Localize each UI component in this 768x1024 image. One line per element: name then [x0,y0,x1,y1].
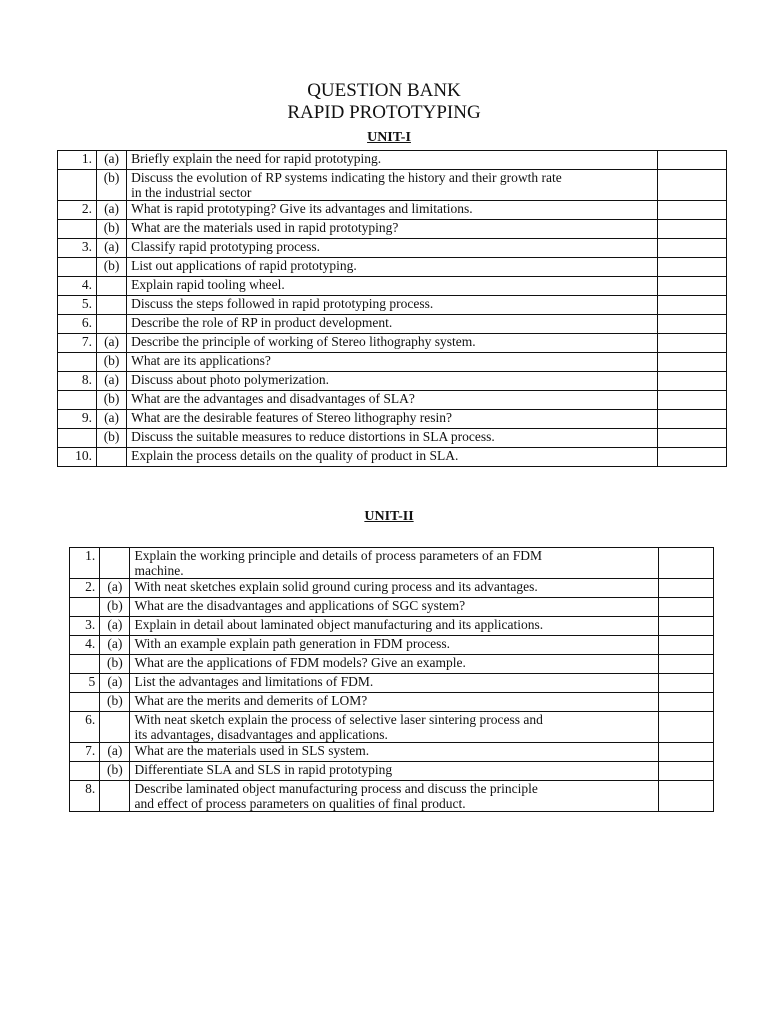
doc-title: QUESTION BANK [307,80,461,101]
question-number [58,429,97,448]
question-line: Explain rapid tooling wheel. [131,277,285,292]
question-number [58,391,97,410]
question-part: (a) [97,239,127,258]
question-text [127,201,658,220]
question-line: List the advantages and limitations of FDM. [134,674,374,689]
question-text [127,391,658,410]
question-number: 6. [58,315,97,334]
question-number: 5 [70,674,100,693]
question-line: Classify rapid prototyping process. [131,239,321,254]
question-row [58,151,727,170]
question-line: What are the merits and demerits of LOM? [134,693,368,708]
question-line: What are the applications of FDM models? Give an example. [134,655,466,670]
question-line: in the industrial sector [131,185,252,200]
question-number: 8. [58,372,97,391]
question-row [58,448,727,467]
question-line: With neat sketches explain solid ground curing process and its advantages. [134,579,538,594]
question-text [127,353,658,372]
question-row [70,674,714,693]
marks-cell [657,372,726,391]
question-line: Discuss the steps followed in rapid prototyping process. [131,296,434,311]
marks-cell [657,277,726,296]
question-part: (a) [100,579,130,598]
question-text [130,743,658,762]
question-number: 9. [58,410,97,429]
question-text [127,296,658,315]
doc-subtitle: RAPID PROTOTYPING [287,102,481,123]
question-text [127,170,658,201]
question-line: List out applications of rapid prototyping. [131,258,357,273]
question-part [97,315,127,334]
question-row [70,598,714,617]
question-line: What is rapid prototyping? Give its advantages and limitations. [131,201,473,216]
marks-cell [657,353,726,372]
marks-cell [657,429,726,448]
question-number: 4. [70,636,100,655]
question-row [70,762,714,781]
question-number [70,762,100,781]
question-row [58,277,727,296]
question-line: What are the materials used in rapid prototyping? [131,220,399,235]
question-text [130,712,658,743]
question-text [130,579,658,598]
marks-cell [658,617,713,636]
question-number: 2. [58,201,97,220]
question-row [70,781,714,812]
question-part [97,296,127,315]
marks-cell [657,315,726,334]
question-part: (b) [97,258,127,277]
question-part: (b) [100,655,130,674]
question-number: 3. [70,617,100,636]
question-row [58,296,727,315]
question-number: 8. [70,781,100,812]
marks-cell [658,579,713,598]
question-part: (a) [100,636,130,655]
question-line: machine. [134,563,184,578]
marks-cell [658,762,713,781]
question-text [127,258,658,277]
question-text [127,372,658,391]
question-number: 1. [70,548,100,579]
marks-cell [657,201,726,220]
marks-cell [657,296,726,315]
question-line: What are the disadvantages and applications of SGC system? [134,598,466,613]
question-line: What are its applications? [131,353,271,368]
question-text [127,315,658,334]
question-row [58,258,727,277]
question-number [70,693,100,712]
question-number: 1. [58,151,97,170]
marks-cell [657,220,726,239]
question-text [130,655,658,674]
question-part [100,548,130,579]
question-row [70,548,714,579]
question-line: its advantages, disadvantages and applications. [134,727,388,742]
question-text [127,277,658,296]
question-part: (b) [100,762,130,781]
question-row [70,579,714,598]
question-line: What are the materials used in SLS system. [134,743,370,758]
question-number: 4. [58,277,97,296]
question-row [70,617,714,636]
unit-2-question-table [69,547,714,812]
marks-cell [658,598,713,617]
question-number: 3. [58,239,97,258]
question-number [70,655,100,674]
marks-cell [658,693,713,712]
question-text [127,410,658,429]
question-line: With neat sketch explain the process of selective laser sintering process and [134,712,543,727]
question-part [97,277,127,296]
question-line: Describe the principle of working of Stereo lithography system. [131,334,476,349]
question-row [58,410,727,429]
question-part: (b) [97,170,127,201]
question-text [130,762,658,781]
question-line: Describe laminated object manufacturing process and discuss the principle [134,781,538,796]
question-part: (a) [97,372,127,391]
marks-cell [658,548,713,579]
question-row [58,353,727,372]
question-number [70,598,100,617]
question-part: (b) [97,429,127,448]
unit-heading: UNIT-II [364,509,414,524]
question-part: (b) [97,353,127,372]
question-number: 2. [70,579,100,598]
question-part: (b) [100,693,130,712]
question-line: Explain the process details on the quality of product in SLA. [131,448,459,463]
question-part: (a) [100,617,130,636]
question-part: (b) [97,391,127,410]
question-text [130,598,658,617]
question-number [58,220,97,239]
question-row [58,220,727,239]
question-row [58,239,727,258]
question-line: What are the advantages and disadvantages of SLA? [131,391,415,406]
question-text [127,448,658,467]
question-row [58,334,727,353]
question-line: Differentiate SLA and SLS in rapid prototyping [134,762,393,777]
question-number [58,258,97,277]
question-part: (b) [100,598,130,617]
question-text [130,617,658,636]
question-text [130,781,658,812]
question-row [58,429,727,448]
question-text [130,548,658,579]
question-part [100,712,130,743]
marks-cell [657,448,726,467]
question-number: 7. [70,743,100,762]
question-part: (a) [97,334,127,353]
question-row [58,315,727,334]
marks-cell [657,258,726,277]
question-part [100,781,130,812]
question-row [58,201,727,220]
question-text [127,220,658,239]
question-row [70,693,714,712]
question-line: Explain the working principle and details of process parameters of an FDM [134,548,542,563]
question-number [58,170,97,201]
question-row [70,636,714,655]
question-part: (a) [100,743,130,762]
question-text [127,334,658,353]
question-number: 10. [58,448,97,467]
question-line: Discuss the evolution of RP systems indicating the history and their growth rate [131,170,562,185]
question-text [127,239,658,258]
unit-heading: UNIT-I [367,130,411,145]
question-line: and effect of process parameters on qualities of final product. [134,796,466,811]
question-text [127,429,658,448]
question-text [127,151,658,170]
question-line: With an example explain path generation in FDM process. [134,636,450,651]
question-row [70,743,714,762]
marks-cell [657,410,726,429]
question-row [58,170,727,201]
question-part: (b) [97,220,127,239]
question-line: Discuss about photo polymerization. [131,372,330,387]
unit-1-question-table [57,150,727,467]
question-line: Discuss the suitable measures to reduce distortions in SLA process. [131,429,495,444]
marks-cell [658,712,713,743]
question-row [70,712,714,743]
question-part: (a) [100,674,130,693]
question-part [97,448,127,467]
question-part: (a) [97,201,127,220]
marks-cell [657,239,726,258]
question-line: Explain in detail about laminated object manufacturing and its applications. [134,617,544,632]
question-line: Describe the role of RP in product development. [131,315,393,330]
question-number: 7. [58,334,97,353]
marks-cell [658,781,713,812]
question-text [130,693,658,712]
marks-cell [657,170,726,201]
question-number [58,353,97,372]
question-line: Briefly explain the need for rapid prototyping. [131,151,382,166]
marks-cell [658,743,713,762]
marks-cell [657,334,726,353]
question-row [58,391,727,410]
question-number: 6. [70,712,100,743]
question-row [58,372,727,391]
question-part: (a) [97,410,127,429]
marks-cell [658,655,713,674]
marks-cell [658,636,713,655]
question-row [70,655,714,674]
question-text [130,674,658,693]
question-line: What are the desirable features of Stereo lithography resin? [131,410,452,425]
marks-cell [657,391,726,410]
question-part: (a) [97,151,127,170]
marks-cell [658,674,713,693]
question-text [130,636,658,655]
marks-cell [657,151,726,170]
question-number: 5. [58,296,97,315]
